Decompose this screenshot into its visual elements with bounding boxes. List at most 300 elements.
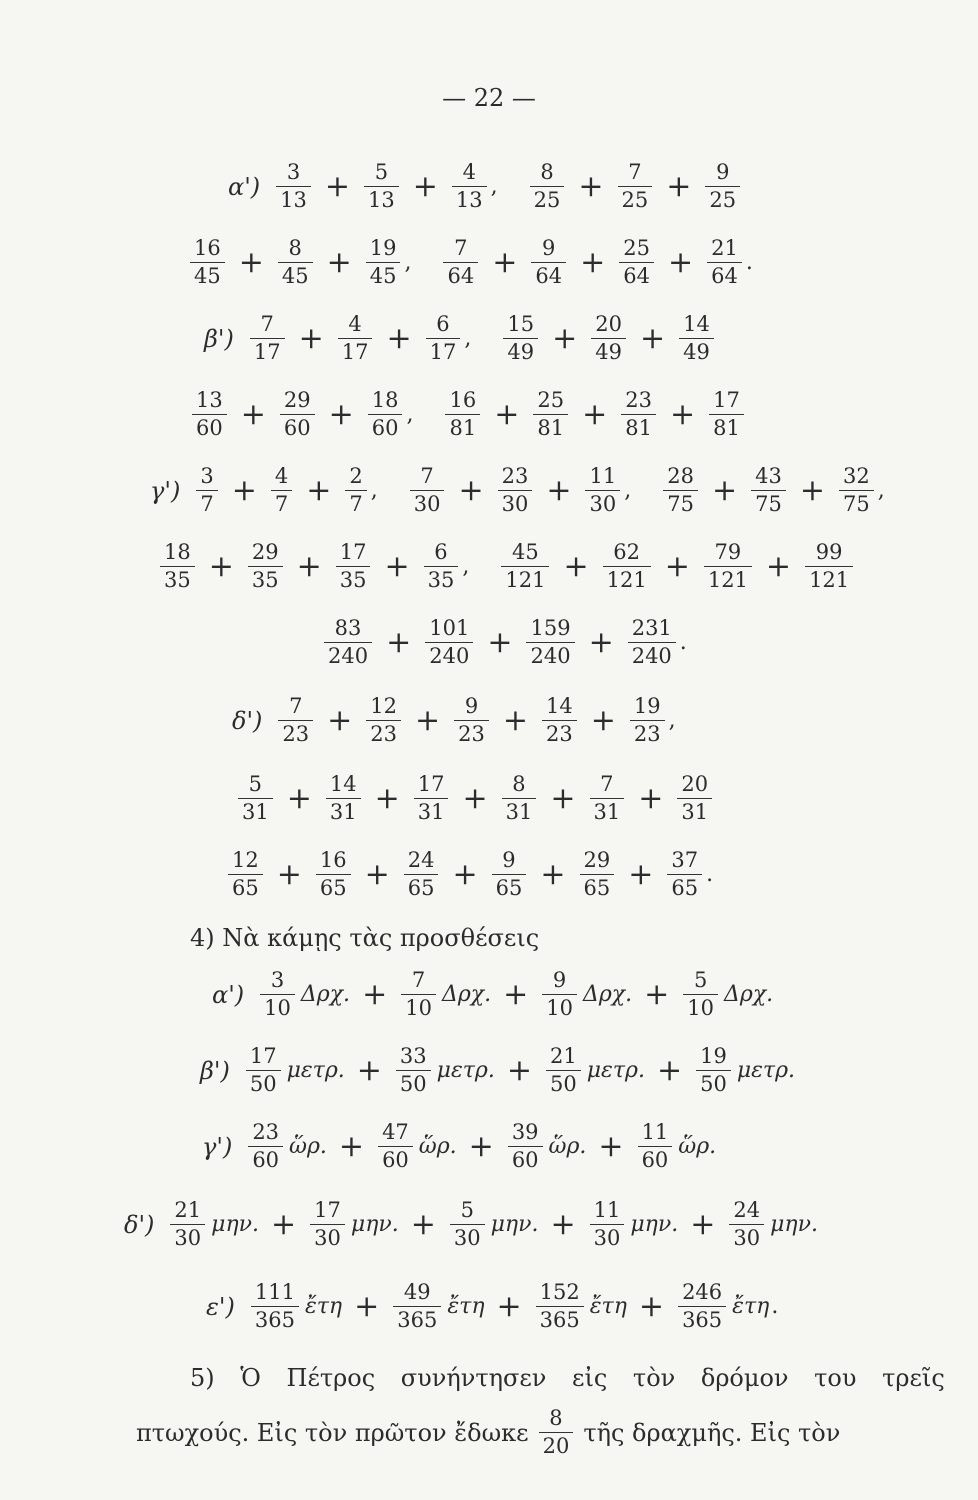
plus-sign: + — [276, 857, 302, 892]
fraction — [805, 542, 853, 591]
fraction — [310, 1200, 345, 1249]
exercise-label: γ') — [202, 1132, 233, 1161]
denominator: 13 — [364, 186, 399, 211]
denominator: 35 — [160, 566, 195, 591]
fraction — [667, 850, 702, 899]
exercise-label: δ') — [124, 1210, 155, 1239]
problem-text: 5) Ὁ Πέτρος συνήντησεν εἰς τὸν δρόμον του τρεῖς — [190, 1364, 945, 1392]
denominator: 121 — [603, 566, 651, 591]
numerator: 23 — [252, 1120, 280, 1144]
denominator: 81 — [621, 414, 656, 439]
numerator: 19 — [700, 1044, 727, 1068]
plus-sign: + — [410, 1207, 436, 1242]
numerator: 14 — [546, 694, 573, 718]
denominator: 50 — [396, 1070, 431, 1095]
fraction-sum-row — [226, 850, 713, 899]
denominator: 240 — [628, 642, 676, 667]
plus-sign: + — [669, 397, 696, 432]
fraction — [502, 774, 537, 823]
numerator: 19 — [369, 236, 397, 260]
plus-sign: + — [356, 1053, 382, 1088]
fraction — [677, 774, 712, 823]
page-number: — 22 — — [442, 84, 536, 112]
fraction — [366, 696, 401, 745]
denominator: 64 — [531, 262, 566, 287]
denominator: 30 — [590, 1224, 625, 1249]
plus-sign: + — [664, 549, 690, 584]
numerator: 3 — [270, 968, 285, 992]
numerator: 32 — [842, 464, 870, 488]
plus-sign: + — [496, 1289, 522, 1324]
numerator: 17 — [339, 540, 367, 564]
denominator: 25 — [705, 186, 740, 211]
numerator: 20 — [595, 312, 622, 336]
denominator: 60 — [378, 1146, 413, 1171]
denominator: 65 — [404, 874, 439, 899]
denominator: 60 — [508, 1146, 543, 1171]
fraction — [709, 390, 744, 439]
fraction — [368, 390, 403, 439]
fraction — [751, 466, 786, 515]
fraction — [663, 466, 698, 515]
fraction — [251, 1282, 299, 1331]
plus-sign: + — [656, 1053, 683, 1088]
numerator: 17 — [249, 1044, 277, 1068]
unit-label: μην. — [211, 1212, 260, 1237]
plus-sign: + — [638, 781, 664, 816]
fraction — [280, 390, 315, 439]
numerator: 231 — [631, 616, 672, 640]
fraction — [248, 1122, 283, 1171]
plus-sign: + — [799, 473, 825, 508]
fraction — [630, 696, 665, 745]
unit-label: ὥρ. — [678, 1134, 717, 1159]
plus-sign: + — [494, 397, 520, 432]
fraction — [452, 162, 487, 211]
fraction — [396, 1046, 431, 1095]
denominator: 31 — [502, 798, 537, 823]
fraction — [246, 1046, 281, 1095]
plus-sign: + — [506, 1053, 532, 1088]
numerator: 49 — [403, 1280, 431, 1304]
denominator: 10 — [260, 994, 295, 1019]
numerator: 7 — [289, 694, 303, 718]
denominator: 35 — [424, 566, 459, 591]
denominator: 35 — [248, 566, 283, 591]
problem-text-line — [128, 1408, 848, 1457]
denominator: 49 — [679, 338, 714, 363]
numerator: 43 — [755, 464, 782, 488]
numerator: 28 — [667, 464, 694, 488]
fraction — [530, 162, 565, 211]
numerator: 5 — [374, 160, 389, 184]
plus-sign: + — [458, 473, 484, 508]
denominator: 17 — [426, 338, 461, 363]
fraction — [501, 542, 549, 591]
plus-sign: + — [638, 1289, 665, 1324]
denominator: 23 — [630, 720, 665, 745]
fraction — [425, 618, 473, 667]
plus-sign: + — [628, 857, 654, 892]
fraction — [603, 542, 651, 591]
denominator: 75 — [839, 490, 874, 515]
numerator: 7 — [628, 160, 642, 184]
fraction — [492, 850, 527, 899]
fraction — [366, 238, 401, 287]
denominator: 49 — [503, 338, 538, 363]
denominator: 30 — [450, 1224, 485, 1249]
fraction-sum-row — [158, 542, 855, 591]
denominator: 30 — [310, 1224, 345, 1249]
denominator: 31 — [238, 798, 273, 823]
numerator: 13 — [196, 388, 223, 412]
numerator: 83 — [334, 616, 362, 640]
plus-sign: + — [324, 169, 351, 204]
numerator: 23 — [625, 388, 652, 412]
numerator: 25 — [623, 236, 650, 260]
denominator: 64 — [707, 262, 742, 287]
denominator: 81 — [445, 414, 480, 439]
fraction-sum-row — [190, 390, 746, 439]
plus-sign: + — [552, 321, 578, 356]
unit-label: μετρ. — [736, 1058, 796, 1083]
end-punctuation: . — [745, 250, 753, 275]
denominator: 10 — [683, 994, 718, 1019]
exercise-label: β') — [204, 324, 234, 353]
denominator: 17 — [250, 338, 285, 363]
fraction — [170, 1200, 205, 1249]
denominator: 30 — [729, 1224, 764, 1249]
fraction-sum-row — [200, 1046, 795, 1095]
numerator: 37 — [671, 848, 699, 872]
plus-sign: + — [386, 625, 412, 660]
numerator: 29 — [251, 540, 279, 564]
fraction — [190, 238, 225, 287]
numerator: 99 — [815, 540, 843, 564]
fraction — [316, 850, 351, 899]
numerator: 11 — [593, 1198, 621, 1222]
numerator: 6 — [436, 312, 450, 336]
numerator: 23 — [501, 464, 529, 488]
numerator: 7 — [454, 236, 468, 260]
comma-separator: , — [370, 478, 378, 503]
denominator: 23 — [454, 720, 489, 745]
fraction — [260, 970, 295, 1019]
fraction — [410, 466, 445, 515]
fraction — [424, 542, 459, 591]
unit-label: ὥρ. — [548, 1134, 587, 1159]
denominator: 121 — [501, 566, 549, 591]
fraction — [704, 542, 752, 591]
fraction — [628, 618, 676, 667]
unit-label: ὥρ. — [289, 1134, 327, 1159]
denominator: 65 — [228, 874, 263, 899]
exercise-label: β') — [200, 1056, 230, 1085]
plus-sign: + — [578, 169, 604, 204]
numerator: 246 — [682, 1280, 723, 1304]
fraction — [278, 238, 313, 287]
plus-sign: + — [327, 703, 353, 738]
numerator: 24 — [733, 1198, 761, 1222]
numerator: 4 — [462, 160, 476, 184]
plus-sign: + — [364, 857, 390, 892]
denominator: 81 — [709, 414, 744, 439]
denominator: 25 — [530, 186, 565, 211]
fraction-sum-row — [322, 618, 687, 667]
exercise-label: γ') — [150, 476, 181, 505]
denominator: 64 — [619, 262, 654, 287]
plus-sign: + — [271, 1207, 297, 1242]
fraction — [160, 542, 195, 591]
numerator: 9 — [552, 968, 567, 992]
denominator: 10 — [542, 994, 577, 1019]
fraction — [278, 696, 313, 745]
plus-sign: + — [298, 321, 324, 356]
denominator: 23 — [366, 720, 401, 745]
fraction — [618, 162, 653, 211]
fraction — [228, 850, 263, 899]
numerator: 33 — [399, 1044, 427, 1068]
numerator: 7 — [260, 312, 274, 336]
numerator: 17 — [314, 1198, 341, 1222]
denominator: 365 — [678, 1306, 726, 1331]
denominator: 35 — [336, 566, 371, 591]
denominator: 240 — [526, 642, 574, 667]
unit-label: Δρχ. — [441, 982, 492, 1007]
numerator: 159 — [530, 616, 571, 640]
numerator: 15 — [507, 312, 535, 336]
numerator: 8 — [549, 1406, 563, 1430]
numerator: 2 — [349, 464, 363, 488]
fraction — [533, 390, 568, 439]
denominator: 60 — [368, 414, 403, 439]
fraction — [526, 618, 574, 667]
unit-label: μην. — [350, 1212, 399, 1237]
numerator: 39 — [511, 1120, 539, 1144]
denominator: 240 — [324, 642, 372, 667]
numerator: 7 — [600, 772, 614, 796]
exercise-heading: 4) Νὰ κάμῃς τὰς προσθέσεις — [190, 924, 540, 952]
fraction-sum-row — [232, 696, 676, 745]
plus-sign: + — [338, 1129, 365, 1164]
denominator: 31 — [414, 798, 449, 823]
denominator: 23 — [542, 720, 577, 745]
unit-label: μην. — [490, 1212, 539, 1237]
problem-text: πτωχούς. Εἰς τὸν πρῶτον ἔδωκε — [136, 1418, 529, 1447]
fraction — [345, 466, 366, 515]
numerator: 21 — [711, 236, 738, 260]
fraction — [503, 314, 538, 363]
denominator: 64 — [443, 262, 478, 287]
denominator: 30 — [170, 1224, 205, 1249]
comma-separator: , — [462, 554, 470, 579]
unit-label: μετρ. — [286, 1058, 345, 1083]
fraction — [619, 238, 654, 287]
exercise-label: α') — [212, 980, 245, 1009]
plus-sign: + — [468, 1129, 494, 1164]
fraction — [536, 1282, 584, 1331]
fraction — [404, 850, 439, 899]
numerator: 12 — [370, 694, 398, 718]
denominator: 31 — [590, 798, 625, 823]
fraction — [542, 696, 577, 745]
numerator: 16 — [319, 848, 347, 872]
numerator: 17 — [713, 388, 740, 412]
fraction — [539, 1408, 574, 1457]
plus-sign: + — [452, 857, 478, 892]
unit-label: ἔτη — [304, 1294, 343, 1319]
fraction — [276, 162, 311, 211]
denominator: 23 — [278, 720, 313, 745]
numerator: 152 — [539, 1280, 580, 1304]
unit-label: ὥρ. — [418, 1134, 457, 1159]
denominator: 50 — [546, 1070, 581, 1095]
denominator: 30 — [410, 490, 445, 515]
fraction — [364, 162, 399, 211]
denominator: 365 — [536, 1306, 584, 1331]
fraction — [445, 390, 480, 439]
denominator: 75 — [663, 490, 698, 515]
fraction — [378, 1122, 413, 1171]
plus-sign: + — [487, 625, 513, 660]
plus-sign: + — [374, 781, 400, 816]
end-punctuation: . — [771, 1294, 779, 1319]
denominator: 13 — [276, 186, 311, 211]
fraction — [683, 970, 718, 1019]
denominator: 121 — [704, 566, 752, 591]
plus-sign: + — [326, 245, 352, 280]
fraction — [238, 774, 273, 823]
unit-label: μετρ. — [586, 1058, 645, 1083]
plus-sign: + — [540, 857, 566, 892]
denominator: 25 — [618, 186, 653, 211]
numerator: 9 — [502, 848, 516, 872]
numerator: 21 — [174, 1198, 202, 1222]
unit-label: μην. — [770, 1212, 818, 1237]
fraction-sum-row — [124, 1200, 818, 1249]
plus-sign: + — [306, 473, 332, 508]
fraction — [196, 466, 217, 515]
fraction — [324, 618, 372, 667]
plus-sign: + — [588, 625, 614, 660]
numerator: 29 — [583, 848, 611, 872]
numerator: 24 — [407, 848, 435, 872]
plus-sign: + — [328, 397, 354, 432]
end-punctuation: , — [668, 708, 676, 733]
fraction — [729, 1200, 764, 1249]
numerator: 4 — [348, 312, 362, 336]
fraction — [621, 390, 656, 439]
plus-sign: + — [598, 1129, 624, 1164]
plus-sign: + — [208, 549, 234, 584]
exercise-label: δ') — [232, 706, 263, 735]
denominator: 121 — [805, 566, 853, 591]
plus-sign: + — [384, 549, 410, 584]
comma-separator: , — [406, 402, 414, 427]
fraction — [338, 314, 373, 363]
plus-sign: + — [639, 321, 666, 356]
fraction-sum-row — [228, 162, 742, 211]
numerator: 8 — [512, 772, 526, 796]
plus-sign: + — [502, 703, 529, 738]
fraction — [414, 774, 449, 823]
numerator: 4 — [274, 464, 289, 488]
fraction — [580, 850, 615, 899]
problem-text: τῆς δραχμῆς. Εἰς τὸν — [583, 1418, 841, 1447]
plus-sign: + — [550, 781, 576, 816]
denominator: 60 — [280, 414, 315, 439]
numerator: 9 — [542, 236, 556, 260]
numerator: 47 — [382, 1120, 409, 1144]
plus-sign: + — [238, 245, 264, 280]
plus-sign: + — [462, 781, 488, 816]
plus-sign: + — [690, 1207, 716, 1242]
numerator: 14 — [329, 772, 357, 796]
fraction — [707, 238, 742, 287]
plus-sign: + — [711, 473, 738, 508]
fraction — [498, 466, 533, 515]
fraction — [192, 390, 227, 439]
fraction-sum-row — [150, 466, 885, 515]
fraction — [679, 314, 714, 363]
denominator: 45 — [366, 262, 401, 287]
fraction — [250, 314, 285, 363]
fraction — [590, 774, 625, 823]
fraction — [705, 162, 740, 211]
denominator: 65 — [316, 874, 351, 899]
numerator: 18 — [164, 540, 191, 564]
denominator: 30 — [585, 490, 620, 515]
denominator: 10 — [401, 994, 436, 1019]
denominator: 30 — [498, 490, 533, 515]
fraction — [678, 1282, 726, 1331]
fraction — [585, 466, 620, 515]
denominator: 65 — [667, 874, 702, 899]
plus-sign: + — [550, 1207, 576, 1242]
exercise-label: ε') — [206, 1292, 235, 1321]
unit-label: μην. — [630, 1212, 679, 1237]
denominator: 75 — [751, 490, 786, 515]
unit-label: ἔτη — [589, 1294, 627, 1319]
fraction-sum-row — [236, 774, 714, 823]
numerator: 101 — [429, 616, 470, 640]
plus-sign: + — [362, 977, 388, 1012]
numerator: 7 — [411, 968, 426, 992]
numerator: 18 — [371, 388, 399, 412]
denominator: 65 — [580, 874, 615, 899]
denominator: 50 — [246, 1070, 281, 1095]
comma-separator: , — [404, 250, 412, 275]
denominator: 60 — [192, 414, 227, 439]
numerator: 11 — [589, 464, 617, 488]
numerator: 8 — [288, 236, 302, 260]
numerator: 111 — [254, 1280, 295, 1304]
numerator: 11 — [641, 1120, 669, 1144]
denominator: 45 — [278, 262, 313, 287]
plus-sign: + — [546, 473, 572, 508]
plus-sign: + — [286, 781, 312, 816]
fraction — [839, 466, 874, 515]
plus-sign: + — [492, 245, 518, 280]
numerator: 79 — [714, 540, 742, 564]
denominator: 31 — [677, 798, 712, 823]
comma-separator: , — [464, 326, 472, 351]
denominator: 17 — [338, 338, 373, 363]
comma-separator: , — [490, 174, 498, 199]
fraction-sum-row — [202, 1122, 716, 1171]
unit-label: Δρχ. — [724, 982, 774, 1007]
fraction — [546, 1046, 581, 1095]
